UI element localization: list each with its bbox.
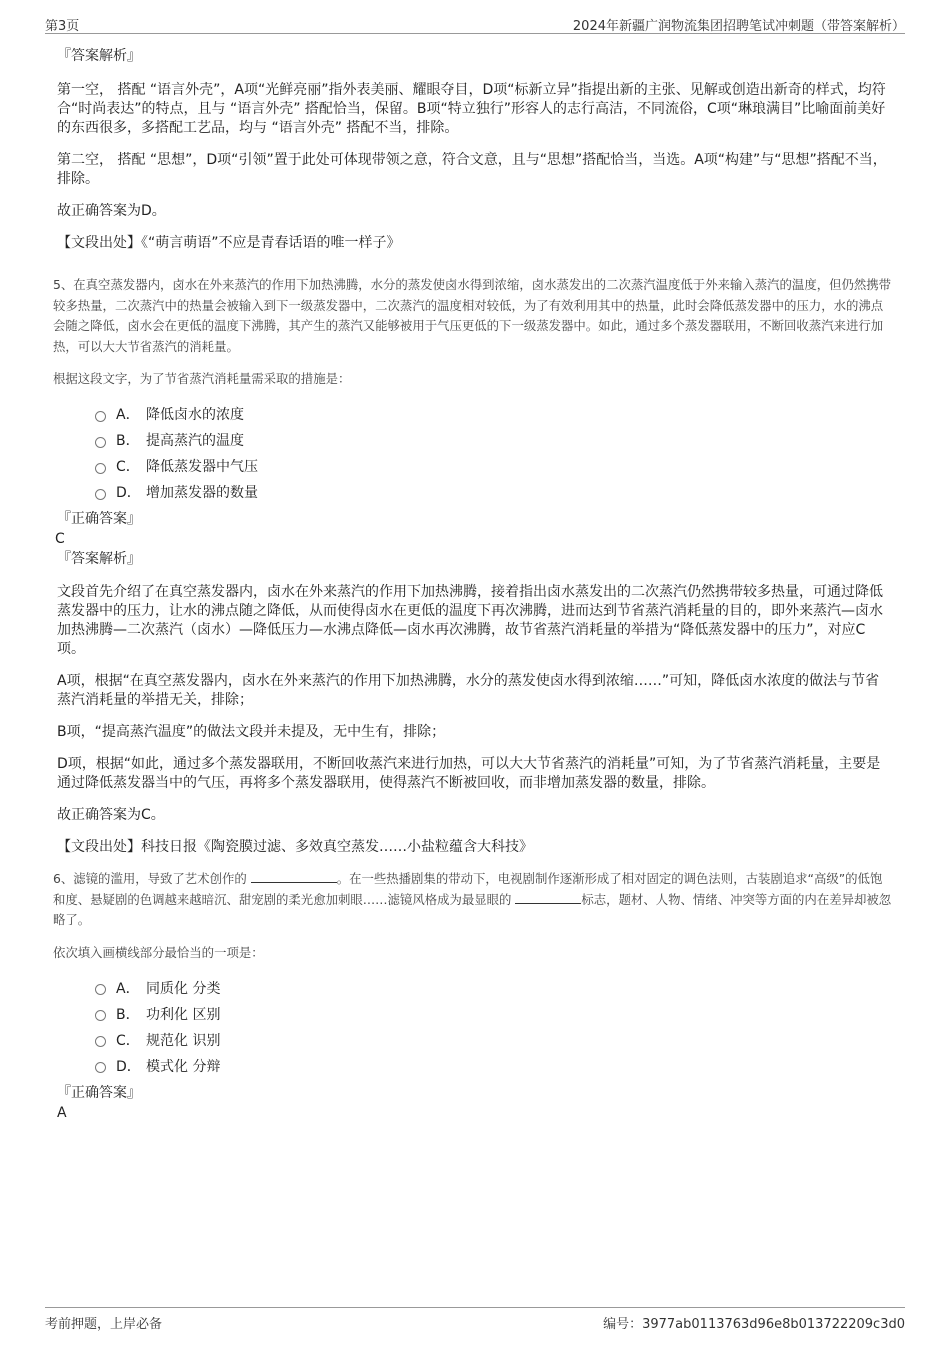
radio-icon[interactable] xyxy=(95,463,106,474)
q4-conclusion: 故正确答案为D。 xyxy=(57,203,166,219)
q5-option-d[interactable]: D． 增加蒸发器的数量 xyxy=(57,479,892,505)
document-title: 2024年新疆广润物流集团招聘笔试冲刺题（带答案解析） xyxy=(572,19,905,34)
q6-option-b[interactable]: B． 功利化 区别 xyxy=(57,1001,892,1027)
q6-question: 6、滤镜的滥用，导致了艺术创作的 。在一些热播剧集的带动下，电视剧制作逐渐形成了相对固定的调色法则，古装剧追求“高级”的低饱和度、悬疑剧的色调越来越暗沉、甜宠剧的柔光愈加刺眼……滤镜风格成为最显眼的 标志，题材、人物、情绪、冲突等方面的内在差异却被忽略了。 xyxy=(53,871,892,927)
q5-answer: C xyxy=(55,531,65,547)
radio-icon[interactable] xyxy=(95,489,106,500)
footer-divider xyxy=(45,1307,905,1308)
radio-icon[interactable] xyxy=(95,411,106,422)
q5-analysis-label: 『答案解析』 xyxy=(57,551,141,567)
q4-analysis-para-2: 第二空， 搭配 “思想”，D项“引领”置于此处可体现带领之意，符合文意，且与“思想”搭配恰当，当选。A项“构建”与“思想”搭配不当，排除。 xyxy=(57,152,887,187)
page-number: 第3页 xyxy=(45,19,80,34)
radio-icon[interactable] xyxy=(95,1036,106,1047)
q5-option-c[interactable]: C． 降低蒸发器中气压 xyxy=(57,453,892,479)
blank-1 xyxy=(251,870,337,883)
q5-options xyxy=(57,401,892,505)
q5-ask: 根据这段文字，为了节省蒸汽消耗量需采取的措施是： xyxy=(53,371,351,386)
q4-analysis-label: 『答案解析』 xyxy=(57,48,141,64)
footer-slogan: 考前押题，上岸必备 xyxy=(45,1317,163,1332)
q5-analysis-para-2: A项，根据“在真空蒸发器内，卤水在外来蒸汽的作用下加热沸腾，水分的蒸发使卤水得到浓缩……”可知，降低卤水浓度的做法与节省蒸汽消耗量的举措无关，排除； xyxy=(57,673,880,708)
q5-option-b[interactable]: B． 提高蒸汽的温度 xyxy=(57,427,892,453)
q6-option-d[interactable]: D． 模式化 分辩 xyxy=(57,1053,892,1079)
q6-options xyxy=(57,975,892,1079)
header-divider xyxy=(45,33,905,34)
q5-option-a[interactable]: A． 降低卤水的浓度 xyxy=(57,401,892,427)
q4-source: 【文段出处】《“萌言萌语”不应是青春话语的唯一样子》 xyxy=(57,235,401,251)
radio-icon[interactable] xyxy=(95,1010,106,1021)
page-content xyxy=(53,44,892,1123)
q6-answer: A xyxy=(57,1104,67,1121)
blank-2 xyxy=(515,891,581,904)
document-id: 编号：3977ab0113763d96e8b013722209c3d0 xyxy=(603,1317,905,1332)
q5-question: 5、在真空蒸发器内，卤水在外来蒸汽的作用下加热沸腾，水分的蒸发使卤水得到浓缩，卤水蒸发出的二次蒸汽温度低于外来输入蒸汽的温度，但仍然携带较多热量，二次蒸汽中的热量会被输入到下一级蒸发器中，二次蒸汽的温度相对较低，为了有效利用其中的热量，此时会降低蒸发器中的压力，水的沸点会随之降低，卤水会在更低的温度下沸腾，其产生的蒸汽又能够被用于气压更低的下一级蒸发器中。如此，通过多个蒸发器联用，不断回收蒸汽来进行加热，可以大大节省蒸汽的消耗量。 xyxy=(53,277,892,354)
q5-analysis-para-1: 文段首先介绍了在真空蒸发器内，卤水在外来蒸汽的作用下加热沸腾，接着指出卤水蒸发出的二次蒸汽仍然携带较多热量，可通过降低蒸发器中的压力，让水的沸点随之降低，从而使得卤水在更低的温度下再次沸腾，进而达到节省蒸汽消耗量的目的，即外来蒸汽—卤水加热沸腾—二次蒸汽（卤水）—降低压力—水沸点降低—卤水再次沸腾，故节省蒸汽消耗量的举措为“降低蒸发器中的压力”，对应C项。 xyxy=(57,584,883,657)
q6-ask: 依次填入画横线部分最恰当的一项是： xyxy=(53,944,264,960)
q6-option-a[interactable]: A． 同质化 分类 xyxy=(57,975,892,1001)
q5-analysis-para-4: D项，根据“如此，通过多个蒸发器联用，不断回收蒸汽来进行加热，可以大大节省蒸汽的消耗量”可知，为了节省蒸汽消耗量，主要是通过降低蒸发器当中的气压，再将多个蒸发器联用，使得蒸汽不断被回收，而非增加蒸发器的数量，排除。 xyxy=(57,756,881,791)
q5-answer-label: 『正确答案』 xyxy=(57,511,141,527)
radio-icon[interactable] xyxy=(95,984,106,995)
radio-icon[interactable] xyxy=(95,437,106,448)
q5-source: 【文段出处】科技日报《陶瓷膜过滤、多效真空蒸发……小盐粒蕴含大科技》 xyxy=(57,839,533,855)
q5-conclusion: 故正确答案为C。 xyxy=(57,807,165,823)
q6-option-c[interactable]: C． 规范化 识别 xyxy=(57,1027,892,1053)
q4-analysis-para-1: 第一空， 搭配 “语言外壳”，A项“光鲜亮丽”指外表美丽、耀眼夺目，D项“标新立异”指提出新的主张、见解或创造出新奇的样式，均符合“时尚表达”的特点，且与 “语言外壳” 搭配恰当，保留。B项“特立独行”形容人的志行高洁，不同流俗，C项“琳琅满目”比喻面前美好的东西很多，多搭配工艺品，均与 “语言外壳” 搭配不当，排除。 xyxy=(57,82,886,136)
q6-answer-label: 『正确答案』 xyxy=(57,1084,141,1101)
q5-analysis-para-3: B项，“提高蒸汽温度”的做法文段并未提及，无中生有，排除； xyxy=(57,724,446,740)
radio-icon[interactable] xyxy=(95,1062,106,1073)
